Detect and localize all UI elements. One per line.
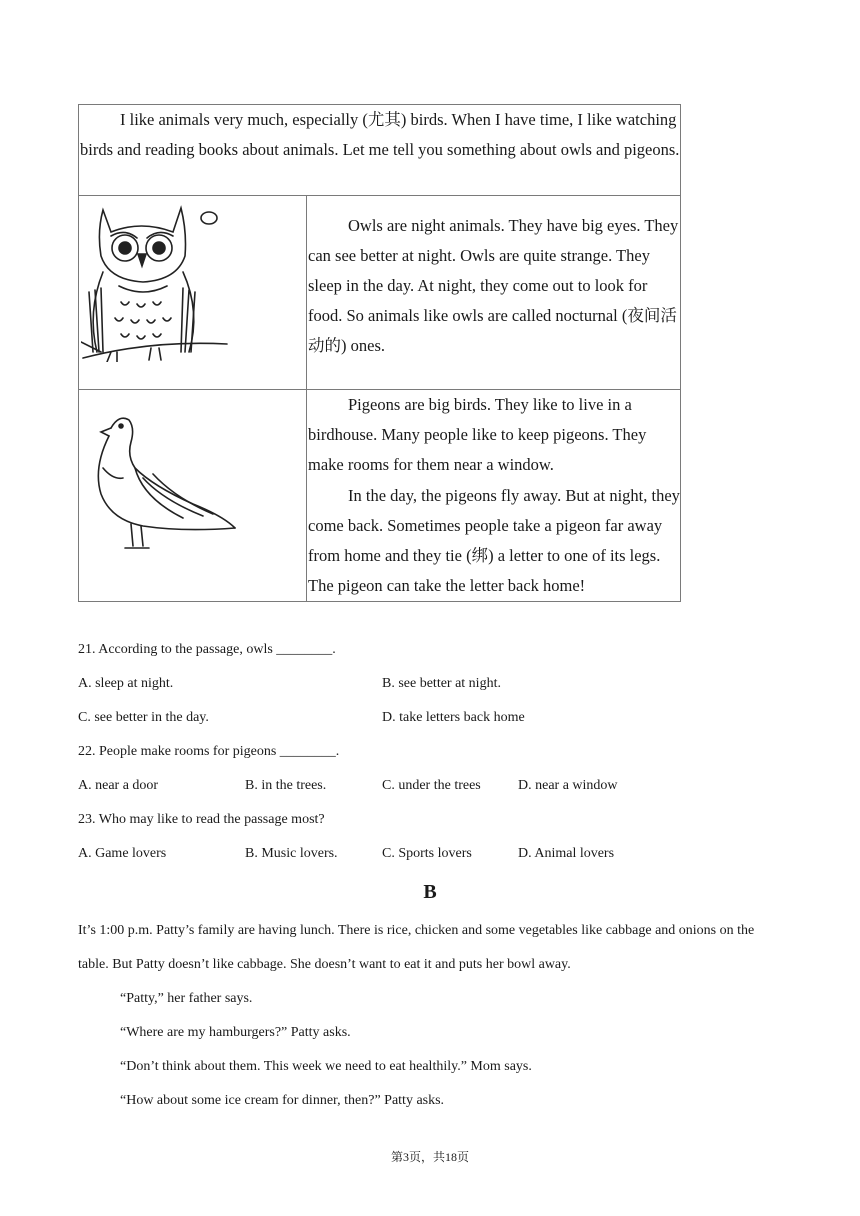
page-footer: 第3页，共18页 bbox=[390, 1150, 469, 1164]
owl-illustration bbox=[81, 202, 231, 362]
owl-image-cell bbox=[79, 196, 307, 390]
section-b-heading: B bbox=[423, 881, 437, 903]
pigeon-paragraph-1: Pigeons are big birds. They like to live in a birdhouse. Many people like to keep pigeons. They make rooms for them near a window. bbox=[308, 395, 647, 474]
question-21-stem: 21. According to the passage, owls ________. bbox=[78, 642, 336, 657]
question-23-stem: 23. Who may like to read the passage most? bbox=[78, 812, 325, 827]
owl-text-cell bbox=[307, 196, 681, 390]
question-21-option-a[interactable]: A. sleep at night. bbox=[78, 676, 174, 691]
question-22-option-c[interactable]: C. under the trees bbox=[382, 778, 481, 793]
passage-table bbox=[78, 104, 681, 602]
pigeon-paragraph-2: In the day, the pigeons fly away. But at night, they come back. Sometimes people take a pigeon far away from home and they tie (绑) a letter to one of its legs. The pigeon can take the letter back home! bbox=[308, 486, 680, 595]
pigeon-illustration bbox=[83, 408, 243, 558]
question-21-option-c[interactable]: C. see better in the day. bbox=[78, 710, 209, 725]
question-21-option-d[interactable]: D. take letters back home bbox=[382, 710, 525, 725]
question-23-option-a[interactable]: A. Game lovers bbox=[78, 846, 167, 861]
pigeon-text-cell bbox=[307, 390, 681, 602]
question-22-option-b[interactable]: B. in the trees. bbox=[245, 778, 327, 793]
question-22-stem: 22. People make rooms for pigeons ________. bbox=[78, 744, 340, 759]
dialog-line-3: “Don’t think about them. This week we need to eat healthily.” Mom says. bbox=[120, 1059, 532, 1074]
question-23-option-d[interactable]: D. Animal lovers bbox=[518, 846, 615, 861]
dialog-line-2: “Where are my hamburgers?” Patty asks. bbox=[120, 1025, 351, 1040]
pigeon-image-cell bbox=[79, 390, 307, 602]
intro-paragraph: I like animals very much, especially (尤其) birds. When I have time, I like watching birds and reading books about animals. Let me tell you something about owls and pigeons. bbox=[80, 110, 680, 159]
question-23-option-c[interactable]: C. Sports lovers bbox=[382, 846, 472, 861]
dialog-line-4: “How about some ice cream for dinner, then?” Patty asks. bbox=[120, 1093, 445, 1108]
intro-cell bbox=[79, 105, 681, 196]
question-23-option-b[interactable]: B. Music lovers. bbox=[245, 846, 338, 861]
dialog-line-1: “Patty,” her father says. bbox=[120, 991, 253, 1006]
owl-paragraph: Owls are night animals. They have big eyes. They can see better at night. Owls are quite strange. They sleep in the day. At night, they come out to look for food. So animals like owls are called nocturnal (夜间活动的) ones. bbox=[308, 216, 679, 355]
question-22-option-d[interactable]: D. near a window bbox=[518, 778, 618, 793]
question-22-option-a[interactable]: A. near a door bbox=[78, 778, 159, 793]
question-21-option-b[interactable]: B. see better at night. bbox=[382, 676, 501, 691]
section-b-paragraph: It’s 1:00 p.m. Patty’s family are having lunch. There is rice, chicken and some vegetables like cabbage and onions on the table. But Patty doesn’t like cabbage. She doesn’t want to eat it and puts her bowl away. bbox=[78, 923, 755, 972]
